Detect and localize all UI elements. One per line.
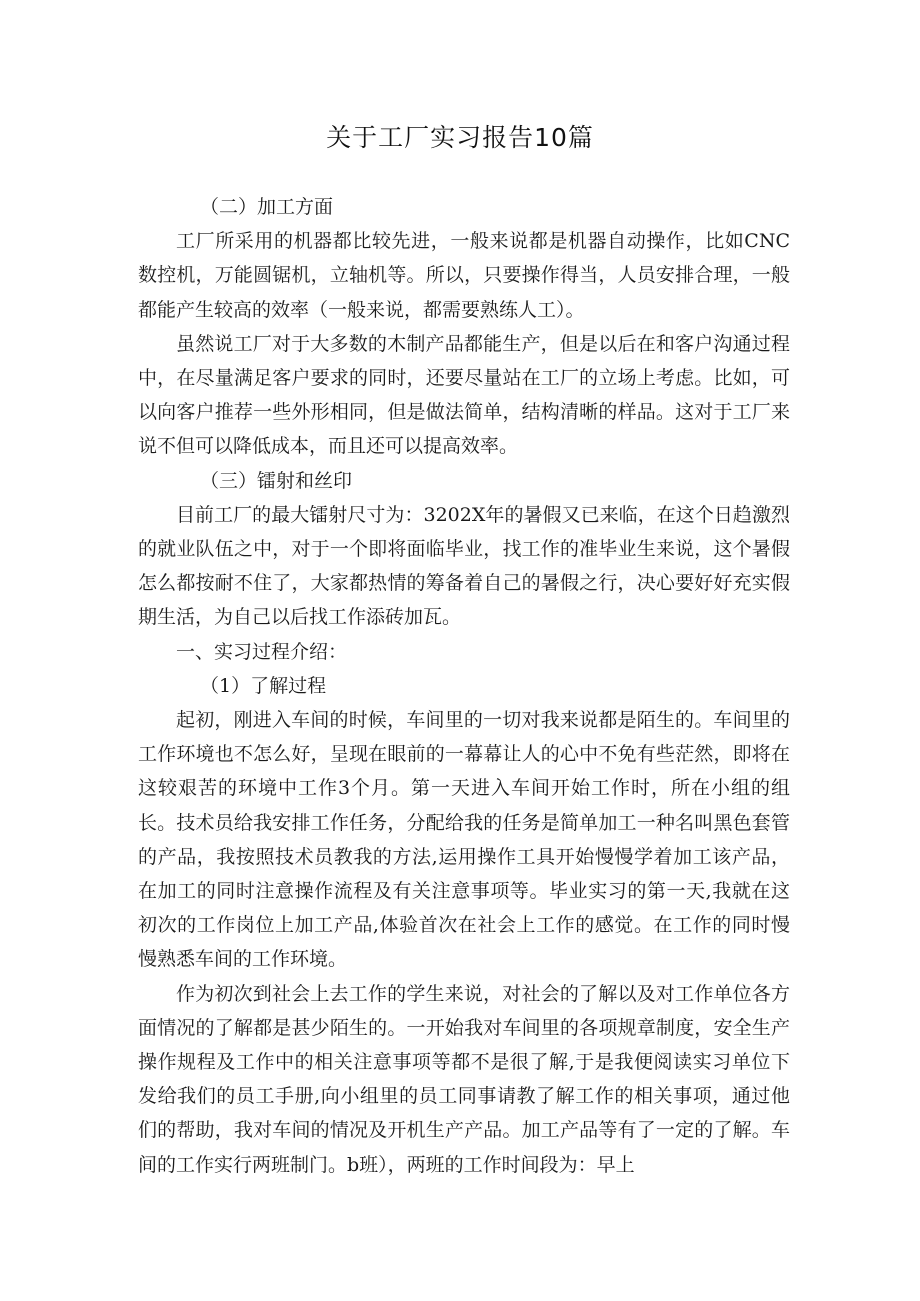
section-heading-processing: （二）加工方面 bbox=[200, 196, 334, 218]
document-title: 关于工厂实习报告10篇 bbox=[326, 123, 594, 152]
paragraph-machines: 工厂所采用的机器都比较先进，一般来说都是机器自动操作，比如CNC数控机，万能圆锯机，立轴机等。所以，只要操作得当，人员安排合理，一般都能产生较高的效率（一般来说，都需要熟练人工）。 bbox=[138, 230, 790, 321]
section-heading-understanding: （1）了解过程 bbox=[200, 674, 327, 697]
paragraph-first-day: 起初，刚进入车间的时候，车间里的一切对我来说都是陌生的。车间里的工作环境也不怎么好，呈现在眼前的一幕幕让人的心中不免有些茫然，即将在这较艰苦的环境中工作3个月。第一天进入车间开始工作时，所在小组的组长。技术员给我安排工作任务，分配给我的任务是简单加工一种名叫黑色套管的产品，我按照技术员教我的方法,运用操作工具开始慢慢学着加工该产品，在加工的同时注意操作流程及有关注意事项等。毕业实习的第一天,我就在这初次的工作岗位上加工产品,体验首次在社会上工作的感觉。在工作的同时慢慢熟悉车间的工作环境。 bbox=[138, 709, 790, 971]
paragraph-customer-communication: 虽然说工厂对于大多数的木制产品都能生产，但是以后在和客户沟通过程中，在尽量满足客户要求的同时，还要尽量站在工厂的立场上考虑。比如，可以向客户推荐一些外形相同，但是做法简单，结构清晰的样品。这对于工厂来说不但可以降低成本，而且还可以提高效率。 bbox=[138, 332, 790, 458]
paragraph-learning-rules: 作为初次到社会上去工作的学生来说，对社会的了解以及对工作单位各方面情况的了解都是甚少陌生的。一开始我对车间里的各项规章制度，安全生产操作规程及工作中的相关注意事项等都不是很了解,于是我便阅读实习单位下发给我们的员工手册,向小组里的员工同事请教了解工作的相关事项，通过他们的帮助，我对车间的情况及开机生产产品。加工产品等有了一定的了解。车间的工作实行两班制门。b班），两班的工作时间段为：早上 bbox=[138, 982, 790, 1176]
section-heading-internship-process: 一、实习过程介绍： bbox=[176, 640, 348, 663]
paragraph-laser-size: 目前工厂的最大镭射尺寸为：3202X年的暑假又已来临，在这个日趋激烈的就业队伍之中，对于一个即将面临毕业，找工作的准毕业生来说，这个暑假怎么都按耐不住了，大家都热情的筹备着自己的暑假之行，决心要好好充实假期生活，为自己以后找工作添砖加瓦。 bbox=[138, 503, 790, 629]
document-body bbox=[138, 190, 790, 1182]
section-heading-laser-printing: （三）镭射和丝印 bbox=[200, 469, 353, 492]
